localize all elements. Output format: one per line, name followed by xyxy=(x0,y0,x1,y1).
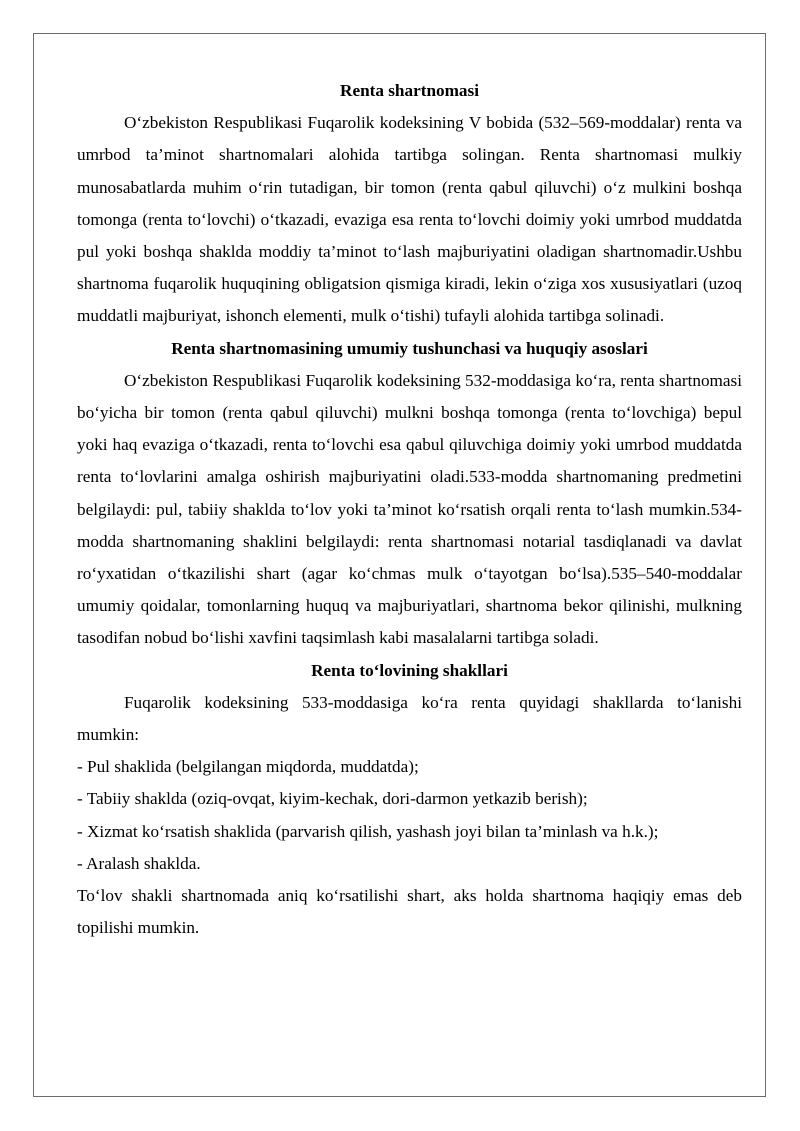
intro-paragraph: O‘zbekiston Respublikasi Fuqarolik kodeksining V bobida (532–569-moddalar) renta va umrbod ta’minot shartnomalari alohida tartibga solingan. Renta shartnomasi mulkiy munosabatlarda muhim o‘rin tutadigan, bir tomon (renta qabul qiluvchi) o‘z mulkini boshqa tomonga (renta to‘lovchi) o‘tkazadi, evaziga esa renta to‘lovchi doimiy yoki umrbod muddatda pul yoki boshqa shaklda moddiy ta’minot to‘lash majburiyatini oladigan shartnomadir.Ushbu shartnoma fuqarolik huquqining obligatsion qismiga kiradi, lekin o‘ziga xos xususiyatlari (uzoq muddatli majburiyat, ishonch elementi, mulk o‘tishi) tufayli alohida tartibga solinadi. xyxy=(77,113,742,326)
list-item-service: - Xizmat ko‘rsatish shaklida (parvarish qilish, yashash joyi bilan ta’minlash va h.k.); xyxy=(77,821,659,841)
payment-forms-paragraph: Fuqarolik kodeksining 533-moddasiga ko‘ra renta quyidagi shakllarda to‘lanishi mumkin: xyxy=(77,692,742,745)
list-item-mixed: - Aralash shaklda. xyxy=(77,853,201,873)
list-item-cash: - Pul shaklida (belgilangan miqdorda, muddatda); xyxy=(77,757,419,777)
document-body xyxy=(77,75,742,944)
section-heading-general-concept: Renta shartnomasining umumiy tushunchasi va huquqiy asoslari xyxy=(171,338,648,358)
document-title: Renta shartnomasi xyxy=(340,81,479,100)
closing-paragraph: To‘lov shakli shartnomada aniq ko‘rsatilishi shart, aks holda shartnoma haqiqiy emas deb topilishi mumkin. xyxy=(77,886,742,938)
section-heading-payment-forms: Renta to‘lovining shakllari xyxy=(311,660,508,680)
list-item-natural: - Tabiiy shaklda (oziq-ovqat, kiyim-kechak, dori-darmon yetkazib berish); xyxy=(77,789,588,809)
general-concept-paragraph: O‘zbekiston Respublikasi Fuqarolik kodeksining 532-moddasiga ko‘ra, renta shartnomasi bo‘yicha bir tomon (renta qabul qiluvchi) mulkni boshqa tomonga (renta to‘lovchiga) bepul yoki haq evaziga o‘tkazadi, renta to‘lovchi esa qabul qiluvchiga doimiy yoki umrbod muddatda renta to‘lovlarini amalga oshirish majburiyatini oladi.533-modda shartnomaning predmetini belgilaydi: pul, tabiiy shaklda to‘lov yoki ta’minot ko‘rsatish orqali renta to‘lash mumkin.534-modda shartnomaning shaklini belgilaydi: renta shartnomasi notarial tasdiqlanadi va davlat ro‘yxatidan o‘tkazilishi shart (agar ko‘chmas mulk o‘tayotgan bo‘lsa).535–540-moddalar umumiy qoidalar, tomonlarning huquq va majburiyatlari, shartnoma bekor qilinishi, mulkning tasodifan nobud bo‘lishi xavfini taqsimlash kabi masalalarni tartibga soladi. xyxy=(77,370,742,648)
